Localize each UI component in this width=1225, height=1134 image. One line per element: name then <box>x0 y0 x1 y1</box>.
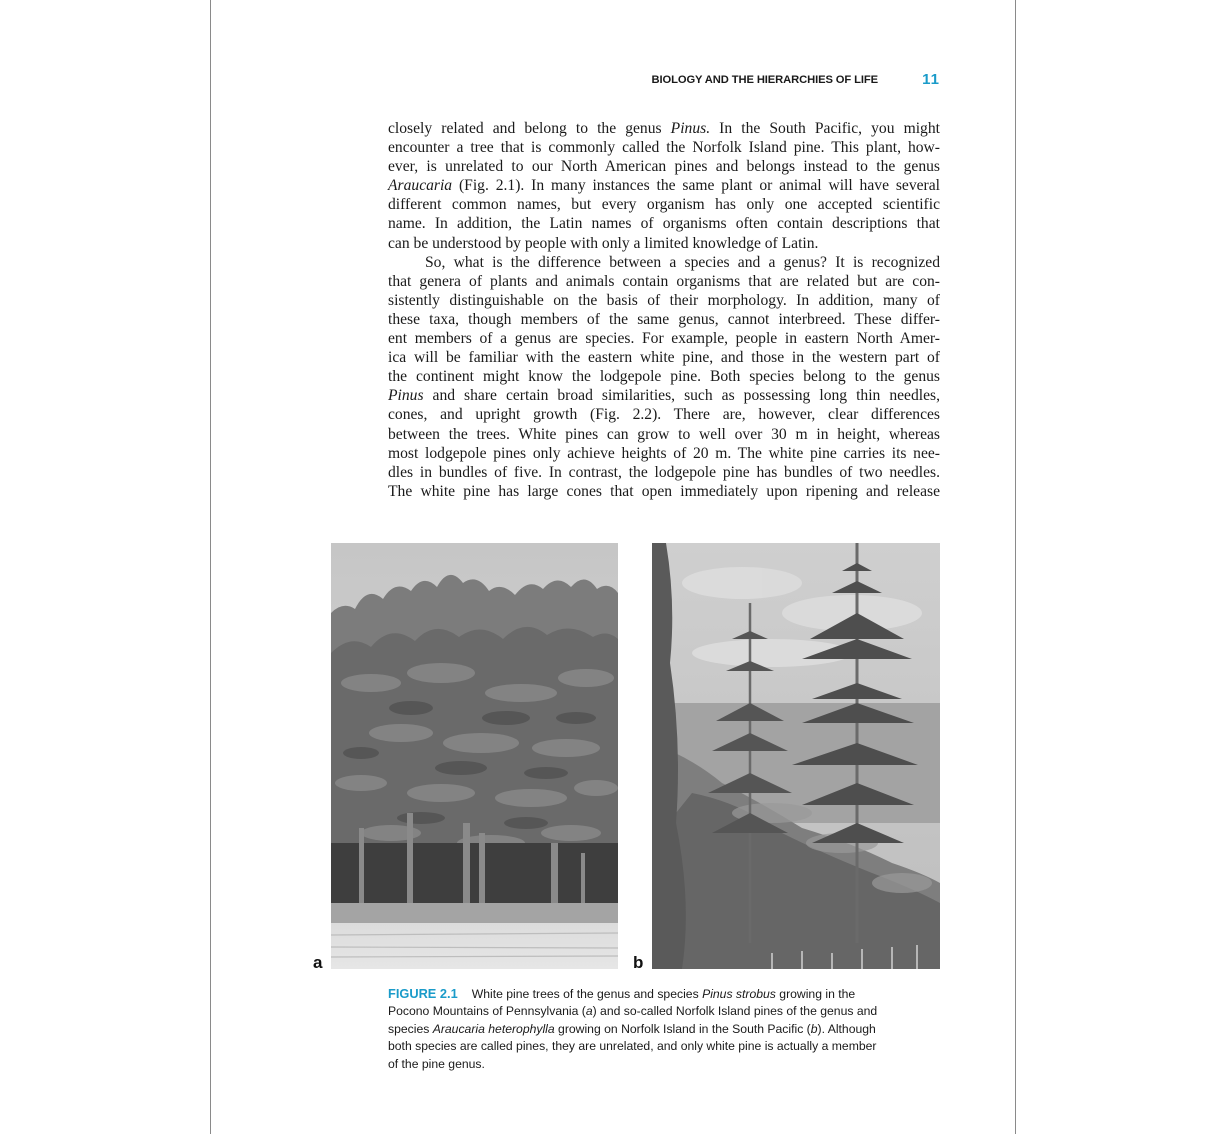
text-line: Araucaria (Fig. 2.1). In many instances the same plant or animal will have several <box>388 177 940 195</box>
text-line: closely related and belong to the genus Pinus. In the South Pacific, you might <box>388 120 940 137</box>
text-line: that genera of plants and animals contain organisms that are related but are con- <box>388 272 940 290</box>
page-number: 11 <box>922 71 940 88</box>
text-line: name. In addition, the Latin names of organisms often contain descriptions that <box>388 215 940 233</box>
paragraph-2 <box>388 253 940 501</box>
text-line: the continent might know the lodgepole pine. Both species belong to the genus <box>388 368 940 386</box>
caption-line: of the pine genus. <box>388 1056 485 1071</box>
text-line: different common names, but every organism has only one accepted scientific <box>388 196 940 214</box>
text-line: The white pine has large cones that open immediately upon ripening and release <box>388 482 940 500</box>
caption-line: species Araucaria heterophylla growing on Norfolk Island in the South Pacific (b). Although <box>388 1021 876 1036</box>
text-line: ent members of a genus are species. For example, people in eastern North Amer- <box>388 330 940 348</box>
caption-line: FIGURE 2.1 White pine trees of the genus and species Pinus strobus growing in the <box>388 986 856 1001</box>
text-line: encounter a tree that is commonly called the Norfolk Island pine. This plant, how- <box>388 139 940 157</box>
running-head <box>560 72 942 90</box>
figure-caption <box>388 985 948 1073</box>
panel-label-b: b <box>633 953 644 972</box>
text-line: cones, and upright growth (Fig. 2.2). There are, however, clear differences <box>388 406 940 424</box>
figure-label: FIGURE 2.1 <box>388 986 458 1001</box>
text-line: Pinus and share certain broad similarities, such as possessing long thin needles, <box>388 387 940 405</box>
body-text <box>388 119 940 501</box>
text-line: sistently distinguishable on the basis of their morphology. In addition, many of <box>388 291 940 309</box>
panel-label-a: a <box>313 953 323 972</box>
figure-image-white-pines <box>331 543 618 969</box>
text-line: ica will be familiar with the eastern white pine, and those in the western part of <box>388 349 940 367</box>
text-line: between the trees. White pines can grow to well over 30 m in height, whereas <box>388 425 940 443</box>
figure-image-norfolk-island-pines <box>652 543 940 969</box>
text-line: these taxa, though members of the same genus, cannot interbreed. These differ- <box>388 310 940 328</box>
page-border-left <box>210 0 211 1134</box>
text-line: So, what is the difference between a species and a genus? It is recognized <box>425 253 940 271</box>
caption-line: Pocono Mountains of Pennsylvania (a) and so-called Norfolk Island pines of the genus and <box>388 1004 878 1019</box>
text-line: dles in bundles of five. In contrast, the lodgepole pine has bundles of two needles. <box>388 463 940 481</box>
caption-line: both species are called pines, they are unrelated, and only white pine is actually a member <box>388 1039 877 1054</box>
text-line: most lodgepole pines only achieve heights of 20 m. The white pine carries its nee- <box>388 444 940 462</box>
page-border-right <box>1015 0 1016 1134</box>
running-title: BIOLOGY AND THE HIERARCHIES OF LIFE <box>651 74 878 86</box>
text-line: can be understood by people with only a limited knowledge of Latin. <box>388 234 819 252</box>
text-line: ever, is unrelated to our North American pines and belongs instead to the genus <box>388 158 940 176</box>
paragraph-1 <box>388 119 940 253</box>
